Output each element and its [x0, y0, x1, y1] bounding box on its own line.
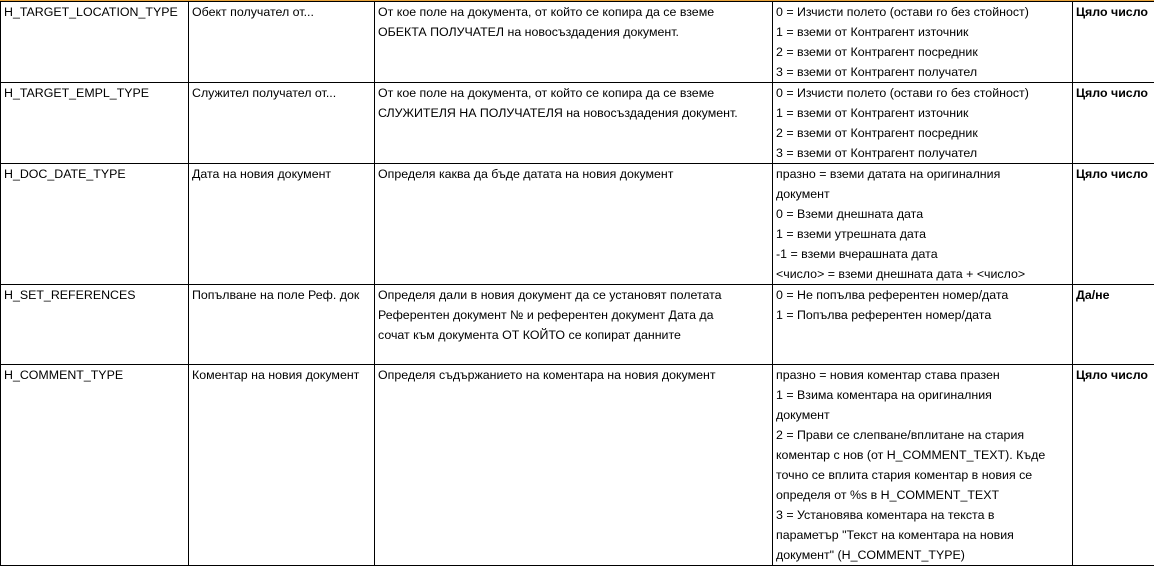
- value-line: документ: [776, 405, 1072, 425]
- param-name-cell[interactable]: H_TARGET_LOCATION_TYPE: [1, 2, 189, 83]
- value-line: 1 = вземи утрешната дата: [776, 224, 1072, 244]
- value-line: 1 = вземи от Контрагент източник: [776, 22, 1072, 42]
- value-line: коментар с нов (от H_COMMENT_TEXT). Къде: [776, 445, 1072, 465]
- table-row: [1, 83, 1154, 164]
- description-line: Определя каква да бъде датата на новия документ: [378, 164, 772, 184]
- value-line: 2 = Прави се слепване/вплитане на стария: [776, 425, 1072, 445]
- param-label-cell[interactable]: Служител получател от...: [189, 83, 375, 164]
- parameter-table: [0, 1, 1154, 566]
- value-line: 1 = Взима коментара на оригиналния: [776, 385, 1072, 405]
- value-line: 0 = Не попълва референтен номер/дата: [776, 285, 1072, 305]
- description-line: Определя съдържанието на коментара на новия документ: [378, 365, 772, 385]
- value-line: параметър "Текст на коментара на новия: [776, 525, 1072, 545]
- value-line: 1 = Попълва референтен номер/дата: [776, 305, 1072, 325]
- param-name-cell[interactable]: H_SET_REFERENCES: [1, 285, 189, 365]
- param-type-cell[interactable]: Цяло число: [1073, 2, 1154, 83]
- param-type-cell[interactable]: Цяло число: [1073, 83, 1154, 164]
- description-line: Определя дали в новия документ да се установят полетата: [378, 285, 772, 305]
- param-description-cell[interactable]: [375, 83, 773, 164]
- value-line: -1 = вземи вчерашната дата: [776, 244, 1072, 264]
- value-line: документ: [776, 184, 1072, 204]
- value-line: 0 = Изчисти полето (остави го без стойност): [776, 2, 1072, 22]
- value-line: 0 = Вземи днешната дата: [776, 204, 1072, 224]
- value-line: 0 = Изчисти полето (остави го без стойност): [776, 83, 1072, 103]
- param-description-cell[interactable]: [375, 285, 773, 365]
- description-line: СЛУЖИТЕЛЯ НА ПОЛУЧАТЕЛЯ на новосъздадения документ.: [378, 103, 772, 123]
- value-line: 2 = вземи от Контрагент посредник: [776, 42, 1072, 62]
- value-line: 2 = вземи от Контрагент посредник: [776, 123, 1072, 143]
- param-name-cell[interactable]: H_DOC_DATE_TYPE: [1, 164, 189, 285]
- param-label-cell[interactable]: Обект получател от...: [189, 2, 375, 83]
- param-values-cell[interactable]: [773, 164, 1073, 285]
- param-description-cell[interactable]: [375, 164, 773, 285]
- table-row: [1, 2, 1154, 83]
- value-line: 3 = Установява коментара на текста в: [776, 505, 1072, 525]
- param-name-cell[interactable]: H_COMMENT_TYPE: [1, 365, 189, 566]
- param-label-cell[interactable]: Попълване на поле Реф. док: [189, 285, 375, 365]
- param-label-cell[interactable]: Коментар на новия документ: [189, 365, 375, 566]
- value-line: 1 = вземи от Контрагент източник: [776, 103, 1072, 123]
- description-line: Референтен документ № и референтен документ Дата да: [378, 305, 772, 325]
- description-line: От кое поле на документа, от който се копира да се вземе: [378, 83, 772, 103]
- param-type-cell[interactable]: Цяло число: [1073, 164, 1154, 285]
- param-values-cell[interactable]: [773, 2, 1073, 83]
- value-line: документ" (H_COMMENT_TYPE): [776, 545, 1072, 565]
- description-line: От кое поле на документа, от който се копира да се вземе: [378, 2, 772, 22]
- value-line: празно = вземи датата на оригиналния: [776, 164, 1072, 184]
- table-row: [1, 285, 1154, 365]
- description-line: ОБЕКТА ПОЛУЧАТЕЛ на новосъздадения документ.: [378, 22, 772, 42]
- value-line: определя от %s в H_COMMENT_TEXT: [776, 485, 1072, 505]
- value-line: 3 = вземи от Контрагент получател: [776, 62, 1072, 82]
- param-description-cell[interactable]: [375, 365, 773, 566]
- param-name-cell[interactable]: H_TARGET_EMPL_TYPE: [1, 83, 189, 164]
- table-row: [1, 365, 1154, 566]
- param-label-cell[interactable]: Дата на новия документ: [189, 164, 375, 285]
- value-line: точно се вплита стария коментар в новия се: [776, 465, 1072, 485]
- param-values-cell[interactable]: [773, 365, 1073, 566]
- value-line: <число> = вземи днешната дата + <число>: [776, 264, 1072, 284]
- param-values-cell[interactable]: [773, 285, 1073, 365]
- param-description-cell[interactable]: [375, 2, 773, 83]
- value-line: 3 = вземи от Контрагент получател: [776, 143, 1072, 163]
- param-values-cell[interactable]: [773, 83, 1073, 164]
- table-row: [1, 164, 1154, 285]
- param-type-cell[interactable]: Да/не: [1073, 285, 1154, 365]
- value-line: празно = новия коментар става празен: [776, 365, 1072, 385]
- param-type-cell[interactable]: Цяло число: [1073, 365, 1154, 566]
- description-line: сочат към документа ОТ КОЙТО се копират данните: [378, 325, 772, 345]
